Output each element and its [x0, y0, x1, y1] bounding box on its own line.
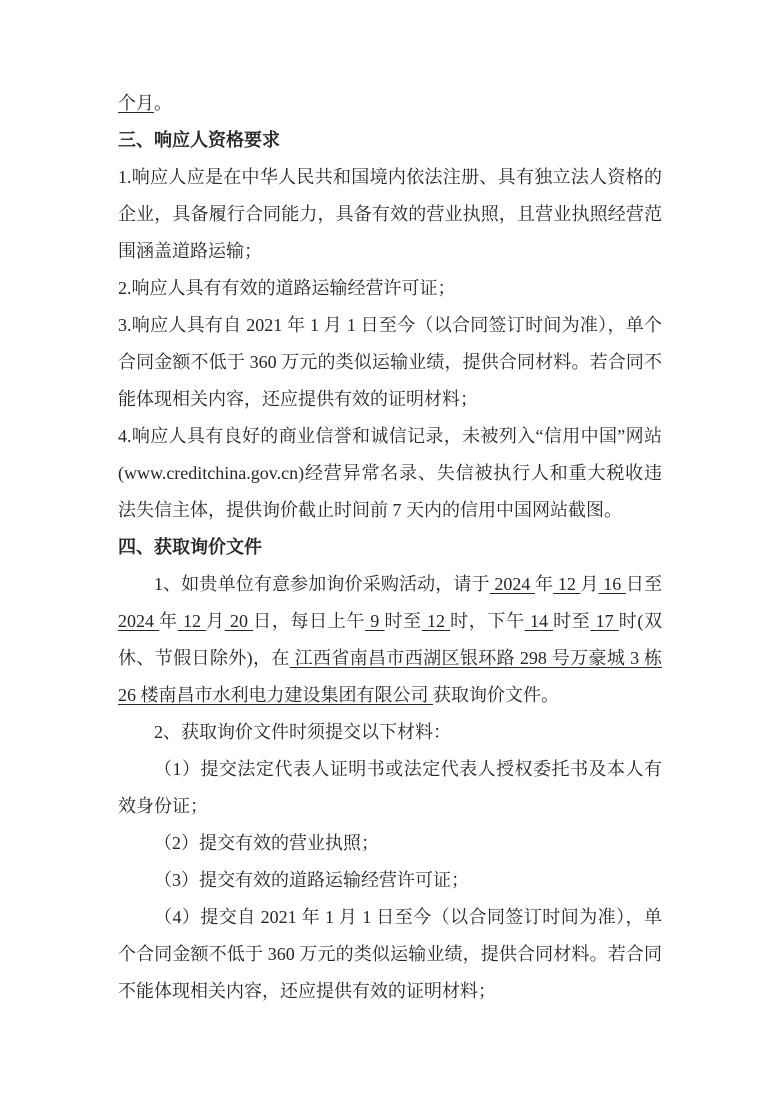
material-item-4: （4）提交自 2021 年 1 月 1 日至今（以合同签订时间为准），单个合同金额不低于 360 万元的类似运输业绩，提供合同材料。若合同不能体现相关内容，还应提供有效的证明材料；	[118, 907, 662, 1001]
text-run: 日至	[625, 574, 663, 594]
text-run: 时至	[384, 611, 422, 631]
material-item-1: （1）提交法定代表人证明书或法定代表人授权委托书及本人有效身份证；	[118, 759, 662, 816]
qualification-item-3: 3.响应人具有自 2021 年 1 月 1 日至今（以合同签订时间为准），单个合同金额不低于 360 万元的类似运输业绩，提供合同材料。若合同不能体现相关内容，还应提供有效的证明材料；	[118, 315, 662, 409]
text-run: 日，每日上午	[253, 611, 366, 631]
material-item-3: （3）提交有效的道路运输经营许可证；	[154, 870, 469, 890]
fill-in-blank: 12	[553, 574, 581, 594]
text-run: 月	[206, 611, 225, 631]
qualification-item-2: 2.响应人具有有效的道路运输经营许可证；	[118, 278, 456, 298]
para-obtain-document-time-place	[118, 566, 662, 714]
fill-in-blank: 16	[598, 574, 626, 594]
qualification-item-4: 4.响应人具有良好的商业信誉和诚信记录，未被列入“信用中国”网站(www.creditchina.gov.cn)经营异常名录、失信被执行人和重大税收违法失信主体，提供询价截止时间前 7 天内的信用中国网站截图。	[118, 426, 662, 520]
text-run: 时(双休、节假日除外)，在	[118, 611, 663, 668]
fill-in-blank: 个月	[118, 93, 154, 113]
fill-in-blank: 20	[224, 611, 254, 631]
text-run: 1、如贵单位有意参加询价采购活动，请于	[154, 574, 490, 594]
fill-in-blank: 12	[421, 611, 451, 631]
text-run: 月	[580, 574, 599, 594]
text-run: 。	[154, 93, 172, 113]
fill-in-blank: 14	[524, 611, 554, 631]
fill-in-blank: 2024	[489, 574, 536, 594]
section-heading-respondent-qualification: 三、响应人资格要求	[118, 130, 280, 150]
text-run: 时，下午	[450, 611, 525, 631]
text-run: 时至	[553, 611, 591, 631]
text-run: 年	[535, 574, 554, 594]
para-month-continuation	[118, 85, 662, 122]
fill-in-blank: 9	[365, 611, 385, 631]
text-run: 年	[159, 611, 178, 631]
fill-in-blank: 17	[590, 611, 619, 631]
fill-in-blank: 江西省南昌市西湖区银环路 298 号万豪城 3 栋 26 楼南昌市水利电力建设集团有限公司	[118, 648, 662, 705]
para-required-materials-intro: 2、获取询价文件时须提交以下材料：	[154, 722, 451, 742]
fill-in-blank: 12	[177, 611, 207, 631]
section-heading-obtain-inquiry-document: 四、获取询价文件	[118, 537, 262, 557]
qualification-item-1: 1.响应人应是在中华人民共和国境内依法注册、具有独立法人资格的企业，具备履行合同能力，具备有效的营业执照，且营业执照经营范围涵盖道路运输；	[118, 167, 662, 261]
material-item-2: （2）提交有效的营业执照；	[154, 833, 379, 853]
text-run: 获取询价文件。	[433, 685, 559, 705]
fill-in-blank: 2024	[118, 611, 160, 631]
